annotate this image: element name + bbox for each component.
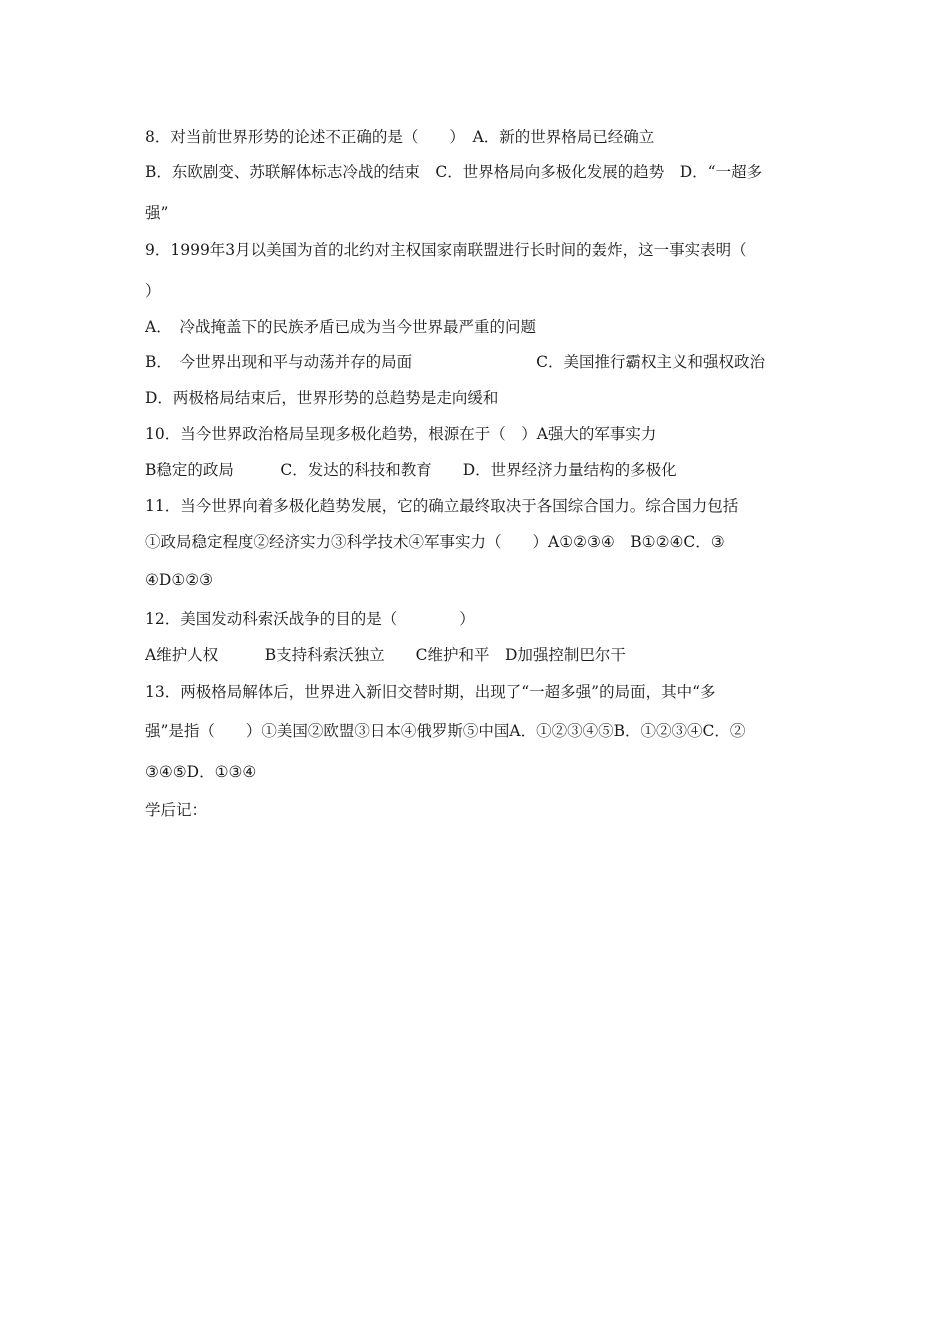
question-10-options: B稳定的政局 C．发达的科技和教育 D．世界经济力量结构的多极化	[145, 461, 677, 479]
notes-heading: 学后记：	[145, 801, 208, 819]
question-11-stem: 11．当今世界向着多极化趋势发展，它的确立最终取决于各国综合国力。综合国力包括	[145, 497, 739, 515]
question-13-stem: 13．两极格局解体后，世界进入新旧交替时期，出现了“一超多强”的局面，其中“多	[145, 683, 716, 701]
question-10-stem: 10．当今世界政治格局呈现多极化趋势，根源在于（ ）A强大的军事实力	[145, 425, 657, 443]
question-8-options: B．东欧剧变、苏联解体标志冷战的结束 C．世界格局向多极化发展的趋势 D．“一超多	[145, 163, 763, 181]
question-13-options-cont: ③④⑤D．①③④	[145, 763, 257, 781]
question-11-options: ①政局稳定程度②经济实力③科学技术④军事实力（ ）A①②③④ B①②④C．③	[145, 533, 725, 551]
question-11-options-cont: ④D①②③	[145, 571, 214, 589]
question-9-option-a: A． 冷战掩盖下的民族矛盾已成为当今世界最严重的问题	[145, 318, 536, 336]
question-9-option-d: D．两极格局结束后，世界形势的总趋势是走向缓和	[145, 389, 499, 407]
question-13-options: 强”是指（ ）①美国②欧盟③日本④俄罗斯⑤中国A．①②③④⑤B．①②③④C．②	[145, 722, 746, 740]
question-9-stem-cont: ）	[145, 282, 161, 300]
question-12-options: A维护人权 B支持科索沃独立 C维护和平 D加强控制巴尔干	[145, 646, 626, 664]
question-9-options-b-c: B． 今世界出现和平与动荡并存的局面 C．美国推行霸权主义和强权政治	[145, 353, 766, 371]
question-12-stem: 12．美国发动科索沃战争的目的是（ ）	[145, 610, 475, 628]
question-8-options-cont: 强”	[145, 204, 169, 222]
question-9-stem: 9．1999年3月以美国为首的北约对主权国家南联盟进行长时间的轰炸，这一事实表明（	[145, 241, 747, 259]
question-8-stem: 8．对当前世界形势的论述不正确的是（ ） A．新的世界格局已经确立	[145, 128, 655, 146]
